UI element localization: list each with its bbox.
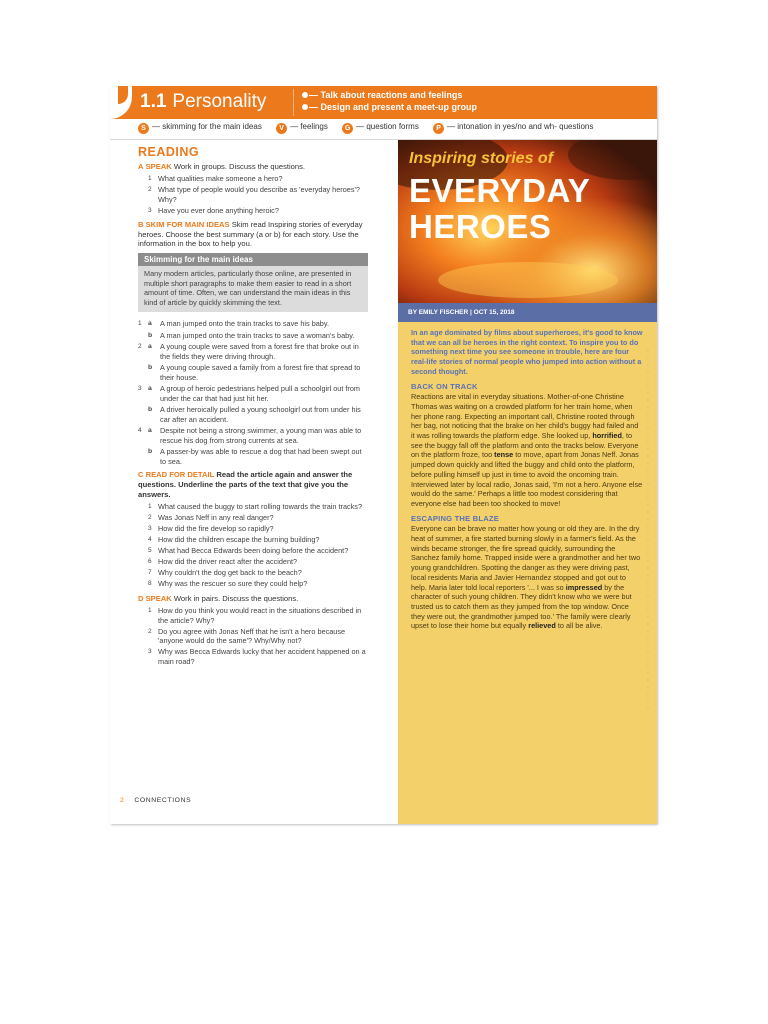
article-byline: BY EMILY FISCHER | OCT 15, 2018 <box>398 303 657 322</box>
bullet-icon <box>302 104 308 110</box>
list-item: 1 What qualities make someone a hero? <box>148 174 283 184</box>
list-item: 3 Have you ever done anything heroic? <box>148 205 279 215</box>
header-divider <box>293 89 294 116</box>
section-paragraph: Reactions are vital in everyday situations. Mother-of-one Christine Thomas was waiting on a crowded platform for her train home, when her phone rang. Expecting an important call, Christine rooted through her bag, not noticing that the brake on her child's buggy had failed and it was rolling towards the platform edge. She looked up, horrified, to see the buggy fall off the platform and onto the tracks below. Everyone on the platform froze, too tense to move, apart from Jonas Neff. Jonas jumped down quickly and lifted the buggy and child onto the platform, before pulling himself up just in time to avoid the oncoming train. Interviewed later by local radio, Jonas said, 'I'm not a hero. Anyone else would do the same.' Perhaps a little too modest considering that everyone else had been too shocked to move! <box>411 392 643 508</box>
section-heading: READING <box>138 145 200 159</box>
skill-vocabulary: V — feelings <box>276 122 328 134</box>
skill-badge-icon: P <box>433 123 444 134</box>
summary-option: 3 a A group of heroic pedestrians helped pull a schoolgirl out from under the car that had just hit her. <box>138 384 360 403</box>
list-item: 1 What caused the buggy to start rolling towards the train tracks? <box>148 502 363 512</box>
task-b: B SKIM FOR MAIN IDEAS Skim read Inspiring stories of everyday heroes. Choose the best summary (a or b) for each story. Use the information in the box to help you. <box>138 220 363 249</box>
summary-option: b A young couple saved a family from a forest fire that spread to their house. <box>148 363 361 382</box>
article-body <box>411 328 643 631</box>
vocab-word: relieved <box>528 621 556 631</box>
list-item: 6 How did the driver react after the accident? <box>148 557 298 567</box>
task-a-questions <box>148 174 368 215</box>
article-intro: In an age dominated by films about superheroes, it's good to know that we can all be heroes in the right context. To inspire you to do something next time you see someone in trouble, here are four real-life stories of normal people who jumped into action without a second thought. <box>411 328 643 376</box>
bullet-icon <box>302 92 308 98</box>
article-title-line2: HEROES <box>409 208 552 245</box>
page-number: 2 <box>120 797 125 804</box>
skill-badge-icon: S <box>138 123 149 134</box>
summary-option: b A driver heroically pulled a young schoolgirl out from under his car after an accident. <box>148 405 361 424</box>
list-item: 3 How did the fire develop so rapidly? <box>148 524 274 534</box>
lesson-header <box>110 86 657 119</box>
summary-option: b A passer-by was able to rescue a dog that had been swept out to sea. <box>148 447 362 466</box>
summary-option: 2 a A young couple were saved from a forest fire that broke out in the fields they were driving through. <box>138 342 359 361</box>
skill-badge-icon: V <box>276 123 287 134</box>
exercises-column <box>138 145 368 671</box>
skill-box-title: Skimming for the main ideas <box>138 253 368 267</box>
task-d-questions <box>148 606 368 666</box>
section-title-back-on-track: BACK ON TRACK <box>411 381 478 391</box>
list-item: 5 What had Becca Edwards been doing before the accident? <box>148 546 349 556</box>
article-panel <box>398 140 657 824</box>
skill-box-text: Many modern articles, particularly those online, are presented in multiple short paragraphs to make them easier to read in a short amount of time. Often, we can understand the main ideas in this kind of article by quickly skimming the text. <box>138 266 368 312</box>
summary-options <box>138 319 368 466</box>
list-item: 2 Do you agree with Jonas Neff that he isn't a hero because 'anyone would do the same'? Why/Why not? <box>148 626 346 646</box>
list-item: 3 Why was Becca Edwards lucky that her accident happened on a main road? <box>148 647 366 666</box>
summary-option: b A man jumped onto the train tracks to save a woman's baby. <box>148 330 355 340</box>
vocab-word: tense <box>494 450 514 460</box>
book-title: CONNECTIONS <box>134 797 192 804</box>
header-notch-decoration <box>110 86 132 119</box>
task-c-questions <box>148 502 368 589</box>
skill-badge-icon: G <box>342 123 353 134</box>
skill-pronunciation: P — intonation in yes/no and wh- questions <box>433 122 593 134</box>
article-title-line1: EVERYDAY <box>409 172 591 209</box>
skill-reading: S — skimming for the main ideas <box>138 122 262 134</box>
hero-image <box>398 140 657 303</box>
list-item: 7 Why couldn't the dog get back to the beach? <box>148 568 302 578</box>
section-paragraph: Everyone can be brave no matter how young or old they are. In the dry heat of summer, a fire started burning slowly in a farmer's field. As the winds became stronger, the fire spread quickly, surrounding the Sanchez family home. Trapped inside were a grandmother and her two young grandchildren. Spotting the danger as they were driving past, local residents Maria and Javier Hernandez stopped and got out to help. Maria later told local reporters '... I was so impressed by the character of such young children. They didn't know who we were but trusted us to catch them as they jumped from the top window. Once they were out, the grandmother jumped too.' The family were clearly upset to lose their home but equally relieved to all be alive. <box>411 524 641 631</box>
lesson-title <box>140 91 266 113</box>
task-d: D SPEAK Work in pairs. Discuss the questions. <box>138 593 299 603</box>
task-c: C READ FOR DETAIL Read the article again and answer the questions. Underline the parts of the text that give you the answers. <box>138 470 353 499</box>
watermark-decoration <box>642 350 654 710</box>
list-item: 2 What type of people would you describe as 'everyday heroes'? Why? <box>148 185 360 204</box>
list-item: 2 Was Jonas Neff in any real danger? <box>148 513 274 523</box>
page-footer <box>120 797 191 804</box>
list-item: 8 Why was the rescuer so sure they could help? <box>148 579 308 589</box>
lesson-name: Personality <box>172 91 267 112</box>
list-item: 4 How did the children escape the burning building? <box>148 535 320 545</box>
list-item: 1 How do you think you would react in the situations described in the article? Why? <box>148 606 362 625</box>
lesson-goal-2: — Design and present a meet-up group <box>302 102 477 112</box>
section-title-escaping-the-blaze: ESCAPING THE BLAZE <box>411 513 499 523</box>
task-a: A SPEAK Work in groups. Discuss the questions. <box>138 161 306 171</box>
summary-option: 4 a Despite not being a strong swimmer, a young man was able to rescue his dog from strong currents at sea. <box>138 426 362 445</box>
article-kicker: Inspiring stories of <box>409 150 554 167</box>
lesson-number: 1.1 <box>140 91 167 112</box>
vocab-word: horrified <box>592 431 622 441</box>
skill-grammar: G — question forms <box>342 122 419 134</box>
lesson-goal-1: — Talk about reactions and feelings <box>302 90 462 100</box>
summary-option: 1 a A man jumped onto the train tracks to save his baby. <box>138 319 330 329</box>
textbook-page <box>110 86 657 824</box>
skills-row <box>138 122 605 136</box>
vocab-word: impressed <box>565 582 603 592</box>
